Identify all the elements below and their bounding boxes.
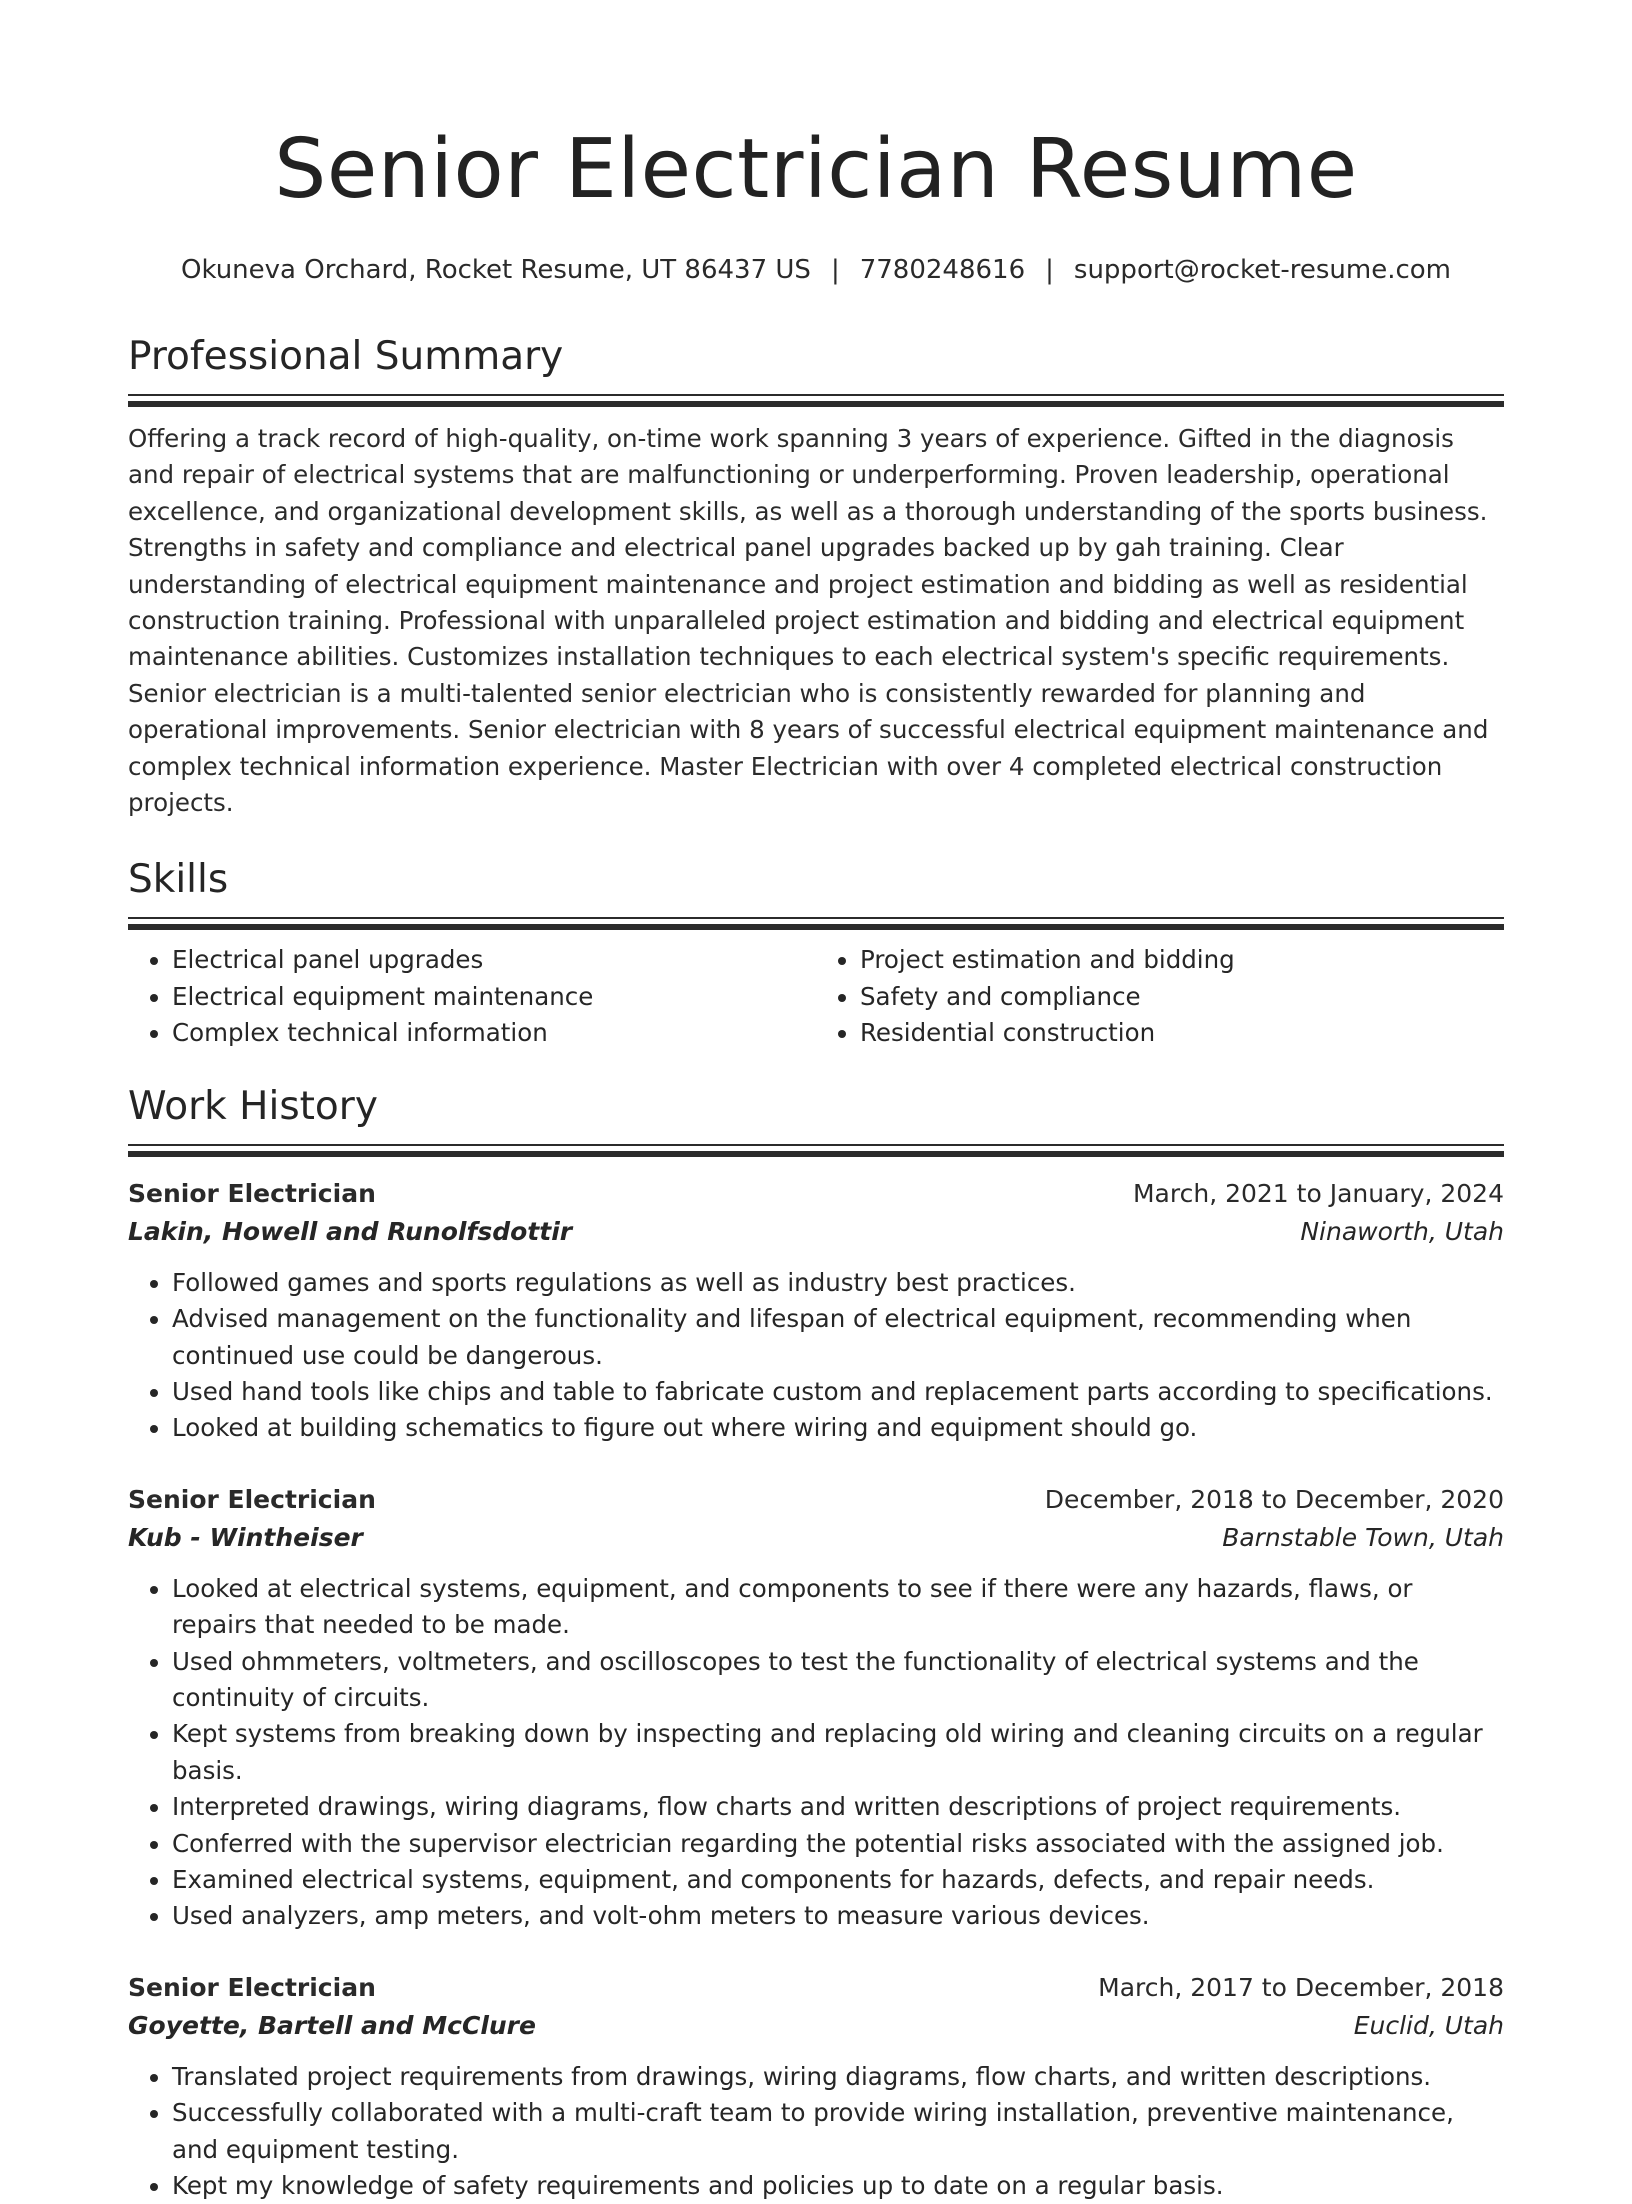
professional-summary-section [128, 332, 1504, 821]
job-location: Barnstable Town, Utah [1222, 1522, 1504, 1552]
job-header [128, 1969, 1504, 2007]
job-company: Lakin, Howell and Runolfsdottir [128, 1216, 573, 1246]
skills-list [128, 942, 1504, 1051]
contact-address: Okuneva Orchard, Rocket Resume, UT 86437 US [180, 255, 811, 285]
contact-email: support@rocket-resume.com [1073, 255, 1452, 285]
contact-separator: | [1045, 255, 1054, 285]
section-divider-thick [128, 401, 1504, 407]
job-bullet: • Followed games and sports regulations as well as industry best practices. [172, 1265, 1504, 1301]
section-divider [128, 394, 1504, 396]
section-title-professional-summary: Professional Summary [128, 334, 564, 379]
job-location: Euclid, Utah [1353, 2010, 1504, 2040]
job-subheader [128, 1519, 1504, 1557]
contact-phone: 7780248616 [859, 255, 1026, 285]
job-header [128, 1175, 1504, 1213]
work-history-section [128, 1082, 1504, 2204]
job-bullet: • Used hand tools like chips and table to fabricate custom and replacement parts according to specifications. [172, 1374, 1504, 1410]
job-entry [128, 1969, 1504, 2204]
job-dates: March, 2017 to December, 2018 [1098, 1972, 1504, 2002]
section-divider [128, 917, 1504, 919]
skills-column-right [816, 942, 1504, 1051]
skills-section [128, 855, 1504, 1051]
job-header [128, 1481, 1504, 1519]
job-bullet: • Kept my knowledge of safety requirements and policies up to date on a regular basis. [172, 2168, 1504, 2204]
job-entry [128, 1175, 1504, 1447]
job-bullet: • Interpreted drawings, wiring diagrams, flow charts and written descriptions of project requirements. [172, 1789, 1504, 1825]
contact-line [128, 252, 1504, 288]
job-bullet: • Examined electrical systems, equipment, and components for hazards, defects, and repair needs. [172, 1862, 1504, 1898]
section-title-work-history: Work History [128, 1083, 378, 1129]
skill-item: • Safety and compliance [860, 979, 1504, 1015]
skill-item: • Electrical equipment maintenance [172, 979, 816, 1015]
summary-text: Offering a track record of high-quality, on-time work spanning 3 years of experience. Gifted in the diagnosis and repair of electrical systems that are malfunctioning or underperforming. Proven leadership, operational excellence, and organizational development skills, as well as a thorough understanding of the sports business. Strengths in safety and compliance and electrical panel upgrades backed up by gah training. Clear understanding of electrical equipment maintenance and project estimation and bidding as well as residential construction training. Professional with unparalleled project estimation and bidding and electrical equipment maintenance abilities. Customizes installation techniques to each electrical system's specific requirements. Senior electrician is a multi-talented senior electrician who is consistently rewarded for planning and operational improvements. Senior electrician with 8 years of successful electrical equipment maintenance and complex technical information experience. Master Electrician with over 4 completed electrical construction projects. [128, 424, 1489, 818]
job-bullet: • Looked at building schematics to figure out where wiring and equipment should go. [172, 1410, 1504, 1446]
job-subheader [128, 1213, 1504, 1251]
job-bullet: • Kept systems from breaking down by inspecting and replacing old wiring and cleaning circuits on a regular basis. [172, 1716, 1504, 1789]
job-bullets [128, 1265, 1504, 1447]
job-title: Senior Electrician [128, 1178, 376, 1208]
job-bullet: • Conferred with the supervisor electrician regarding the potential risks associated with the assigned job. [172, 1826, 1504, 1862]
job-title: Senior Electrician [128, 1484, 376, 1514]
job-subheader [128, 2007, 1504, 2045]
contact-separator: | [830, 255, 840, 285]
resume-title: Senior Electrician Resume [274, 122, 1358, 217]
job-dates: March, 2021 to January, 2024 [1132, 1178, 1504, 1208]
skill-item: • Project estimation and bidding [860, 942, 1504, 978]
job-company: Kub - Wintheiser [128, 1522, 363, 1552]
job-bullets [128, 1571, 1504, 1935]
section-divider-thick [128, 1151, 1504, 1157]
job-dates: December, 2018 to December, 2020 [1044, 1484, 1504, 1514]
job-location: Ninaworth, Utah [1300, 1216, 1504, 1246]
section-divider-thick [128, 924, 1504, 930]
job-bullet: • Looked at electrical systems, equipment, and components to see if there were any hazards, flaws, or repairs that needed to be made. [172, 1571, 1504, 1644]
job-bullet: • Advised management on the functionality and lifespan of electrical equipment, recommending when continued use could be dangerous. [172, 1301, 1504, 1374]
job-bullet: • Used analyzers, amp meters, and volt-ohm meters to measure various devices. [172, 1898, 1504, 1934]
section-title-skills: Skills [128, 857, 229, 903]
job-entry [128, 1481, 1504, 1935]
job-company: Goyette, Bartell and McClure [128, 2010, 536, 2040]
section-divider [128, 1144, 1504, 1146]
job-title: Senior Electrician [128, 1972, 376, 2002]
skill-item: • Electrical panel upgrades [172, 942, 816, 978]
skill-item: • Complex technical information [172, 1015, 816, 1051]
job-bullet: • Translated project requirements from drawings, wiring diagrams, flow charts, and written descriptions. [172, 2059, 1504, 2095]
job-bullets [128, 2059, 1504, 2204]
job-bullet: • Successfully collaborated with a multi-craft team to provide wiring installation, preventive maintenance, and equipment testing. [172, 2095, 1504, 2168]
skills-column-left [128, 942, 816, 1051]
skill-item: • Residential construction [860, 1015, 1504, 1051]
job-bullet: • Used ohmmeters, voltmeters, and oscilloscopes to test the functionality of electrical systems and the continuity of circuits. [172, 1644, 1504, 1717]
